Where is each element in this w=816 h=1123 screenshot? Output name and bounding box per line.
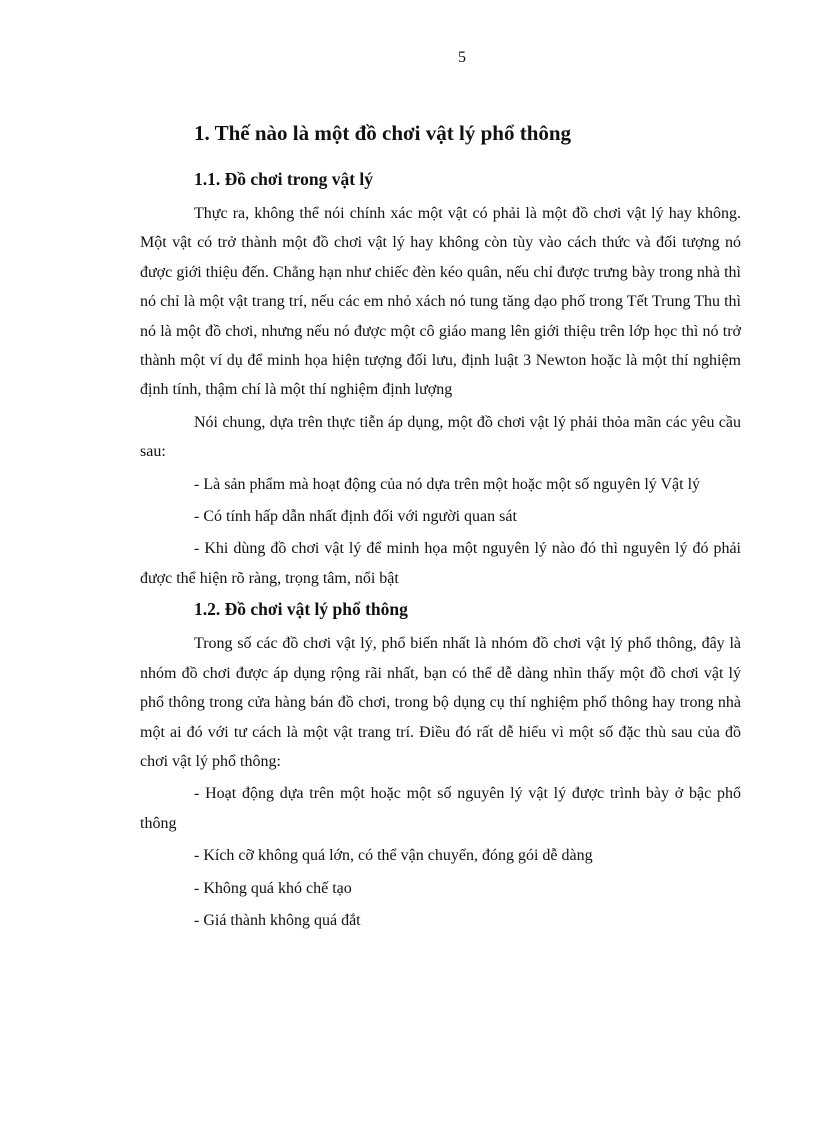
paragraph: Nói chung, dựa trên thực tiễn áp dụng, một đồ chơi vật lý phải thỏa mãn các yêu cầu sau: [140, 413, 741, 461]
list-item: - Có tính hấp dẫn nhất định đối với người quan sát [194, 508, 517, 526]
paragraph: Trong số các đồ chơi vật lý, phổ biến nhất là nhóm đồ chơi vật lý phổ thông, đây là nhóm đồ chơi được áp dụng rộng rãi nhất, bạn có thể dễ dàng nhìn thấy một đồ chơi vật lý phổ thông trong cửa hàng bán đồ chơi, trong bộ dụng cụ thí nghiệm phổ thông hay trong nhà một ai đó với tư cách là một vật trang trí. Điều đó rất dễ hiểu vì một số đặc thù sau của đồ chơi vật lý phổ thông: [140, 635, 741, 770]
page-number: 5 [458, 49, 466, 66]
paragraph: Thực ra, không thể nói chính xác một vật có phải là một đồ chơi vật lý hay không. Một vật có trở thành một đồ chơi vật lý hay không còn tùy vào cách thức và đối tượng nó được giới thiệu đến. Chẳng hạn như chiếc đèn kéo quân, nếu chỉ được trưng bày trong nhà thì nó chỉ là một vật trang trí, nếu các em nhỏ xách nó tung tăng dạo phố trong Tết Trung Thu thì nó là một đồ chơi, nhưng nếu nó được một cô giáo mang lên giới thiệu trên lớp học thì nó trở thành một ví dụ để minh họa hiện tượng đối lưu, định luật 3 Newton hoặc là một thí nghiệm định tính, thậm chí là một thí nghiệm định lượng [140, 205, 741, 399]
list-item: - Khi dùng đồ chơi vật lý để minh họa một nguyên lý nào đó thì nguyên lý đó phải được thể hiện rõ ràng, trọng tâm, nổi bật [140, 540, 741, 587]
list-item: - Giá thành không quá đắt [194, 911, 361, 929]
chapter-title: 1. Thế nào là một đồ chơi vật lý phổ thông [194, 121, 572, 145]
list-item: - Là sản phẩm mà hoạt động của nó dựa trên một hoặc một số nguyên lý Vật lý [194, 475, 701, 493]
list-item: - Không quá khó chế tạo [194, 879, 352, 897]
document-body [140, 118, 741, 938]
section-title-1-2: 1.2. Đồ chơi vật lý phổ thông [194, 599, 408, 620]
section-title-1-1: 1.1. Đồ chơi trong vật lý [194, 169, 374, 189]
list-item: - Hoạt động dựa trên một hoặc một số nguyên lý vật lý được trình bày ở bậc phổ thông [140, 785, 741, 832]
list-item: - Kích cỡ không quá lớn, có thể vận chuyển, đóng gói dễ dàng [194, 847, 593, 865]
